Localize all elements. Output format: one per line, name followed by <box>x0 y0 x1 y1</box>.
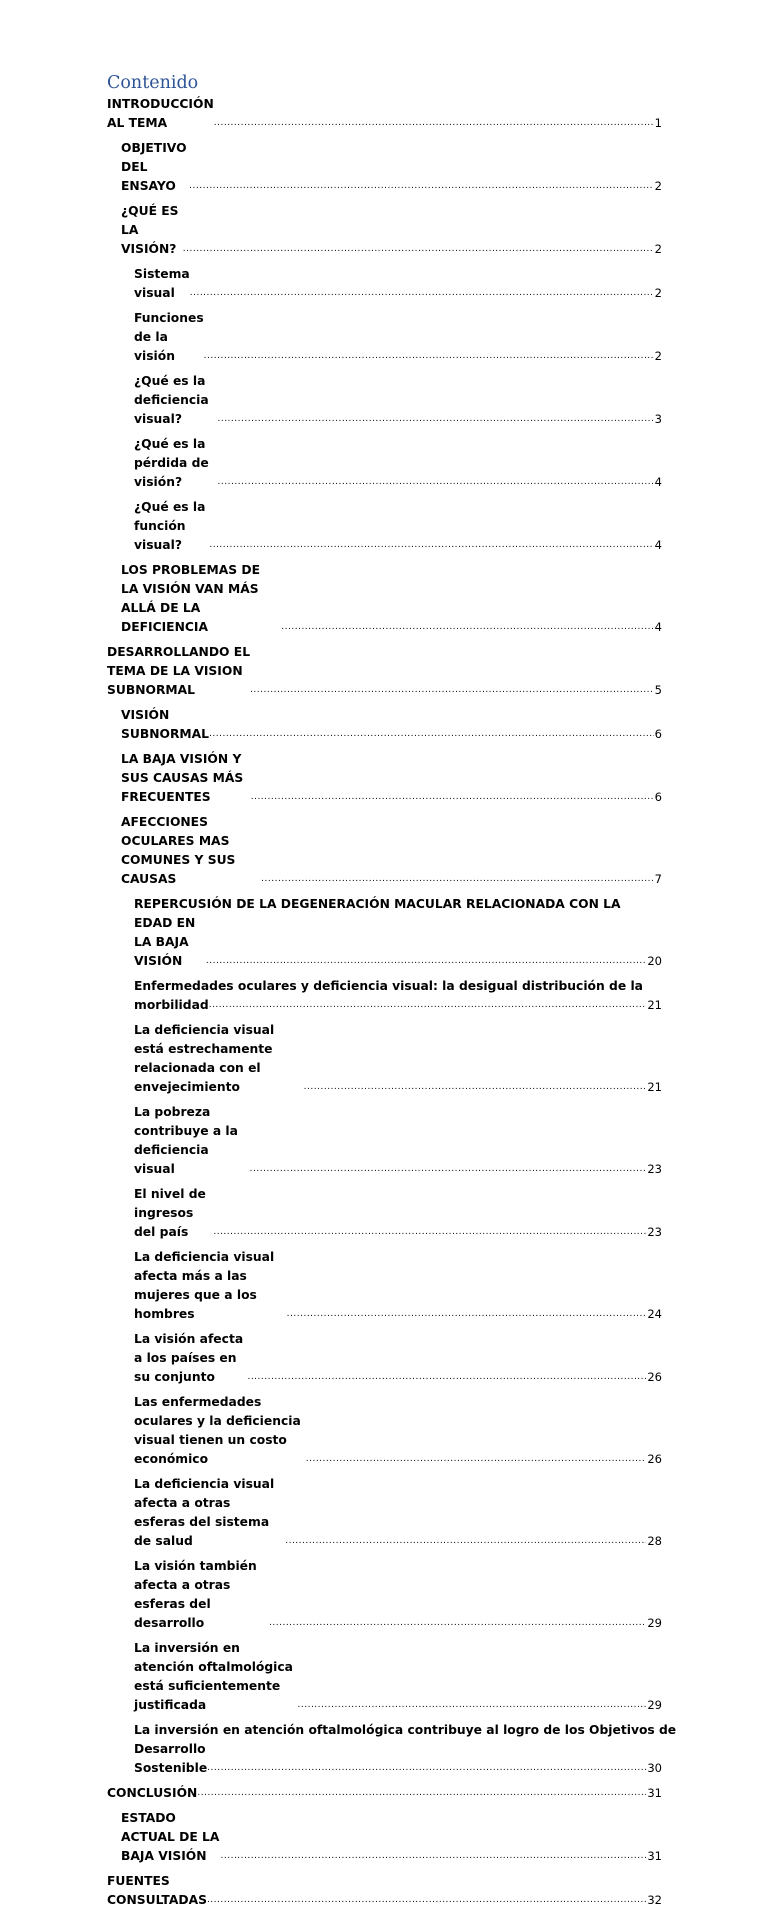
toc-entry[interactable] <box>107 1721 677 1778</box>
toc-entry-title: La inversión en atención oftalmológica está suficientemente justificada <box>134 1641 293 1712</box>
dot-leader <box>281 618 653 637</box>
dot-leader <box>209 996 647 1015</box>
toc-entry-page: 29 <box>647 1698 662 1712</box>
toc-entry-page: 20 <box>647 954 662 968</box>
toc-entry[interactable] <box>107 813 662 889</box>
dot-leader <box>287 1305 647 1324</box>
toc-entry-title: VISIÓN SUBNORMAL <box>121 708 210 741</box>
toc-entry[interactable] <box>107 1639 662 1715</box>
dot-leader <box>190 284 654 303</box>
toc-entry-page: 31 <box>647 1849 662 1863</box>
toc-entry[interactable] <box>107 1103 662 1179</box>
toc-entry-page: 23 <box>647 1225 662 1239</box>
toc-entry[interactable] <box>107 265 662 303</box>
toc-entry-title: OBJETIVO DEL ENSAYO <box>121 141 187 193</box>
toc-entry-page: 4 <box>654 538 662 552</box>
toc-entry-page: 30 <box>647 1761 662 1775</box>
toc-entry-title: La visión también afecta a otras esferas del desarrollo <box>134 1559 257 1630</box>
dot-leader <box>207 1759 646 1778</box>
toc-entry[interactable] <box>107 977 662 1015</box>
dot-leader <box>269 1614 646 1633</box>
dot-leader <box>306 1450 647 1469</box>
toc-entry-page: 2 <box>654 349 662 363</box>
dot-leader <box>213 1223 646 1242</box>
toc-entry[interactable] <box>107 1809 662 1866</box>
dot-leader <box>304 1078 647 1097</box>
toc-entry[interactable] <box>107 1248 662 1324</box>
toc-entry-page: 26 <box>647 1452 662 1466</box>
toc-entry[interactable] <box>107 750 662 807</box>
dot-leader <box>250 1160 647 1179</box>
toc-entry-title: INTRODUCCIÓN AL TEMA <box>107 97 214 130</box>
toc-entry-title: CONCLUSIÓN <box>107 1786 198 1800</box>
toc-entry[interactable] <box>107 95 662 133</box>
toc-entry-page: 29 <box>647 1616 662 1630</box>
toc-entry[interactable] <box>107 139 662 196</box>
toc-entry[interactable] <box>107 498 662 555</box>
dot-leader <box>221 1847 647 1866</box>
toc-entry-page: 32 <box>647 1893 662 1907</box>
toc-entry-title: ¿QUÉ ES LA VISIÓN? <box>121 204 179 256</box>
toc-entry-title: La deficiencia visual afecta más a las mujeres que a los hombres <box>134 1250 275 1321</box>
dot-leader <box>285 1532 646 1551</box>
toc-entry-title-line2: Desarrollo Sostenible <box>134 1742 208 1775</box>
toc-entry-title: FUENTES CONSULTADAS <box>107 1874 207 1907</box>
toc-entry-page: 2 <box>654 242 662 256</box>
toc-entry[interactable] <box>107 1021 662 1097</box>
toc-entry-title: La deficiencia visual está estrechamente relacionada con el envejecimiento <box>134 1023 275 1094</box>
dot-leader <box>207 1891 646 1910</box>
toc-entry-title: El nivel de ingresos del país <box>134 1187 206 1239</box>
toc-entry[interactable] <box>107 643 662 700</box>
dot-leader <box>218 473 654 492</box>
toc-entry-title-line1: La inversión en atención oftalmológica contribuye al logro de los Objetivos de <box>134 1723 677 1737</box>
toc-entry-title: La deficiencia visual afecta a otras esferas del sistema de salud <box>134 1477 275 1548</box>
table-of-contents <box>107 95 677 1910</box>
toc-entry[interactable] <box>107 706 662 744</box>
toc-entry-page: 21 <box>647 998 662 1012</box>
toc-entry-title: ¿Qué es la función visual? <box>134 500 206 552</box>
toc-entry[interactable] <box>107 895 662 971</box>
toc-entry-page: 4 <box>654 475 662 489</box>
toc-entry-page: 3 <box>654 412 662 426</box>
toc-entry[interactable] <box>107 1475 662 1551</box>
toc-entry-page: 1 <box>654 116 662 130</box>
toc-entry-page: 26 <box>647 1370 662 1384</box>
dot-leader <box>217 410 653 429</box>
toc-entry-page: 2 <box>654 286 662 300</box>
toc-entry-title-line1: Enfermedades oculares y deficiencia visual: la desigual distribución de la <box>134 979 643 993</box>
toc-entry[interactable] <box>107 1393 662 1469</box>
dot-leader <box>251 788 654 807</box>
toc-entry-title: LOS PROBLEMAS DE LA VISIÓN VAN MÁS ALLÁ DE LA DEFICIENCIA <box>121 563 261 634</box>
toc-entry[interactable] <box>107 309 662 366</box>
dot-leader <box>206 952 646 971</box>
toc-entry-title-line1: REPERCUSIÓN DE LA DEGENERACIÓN MACULAR RELACIONADA CON LA <box>134 897 621 911</box>
dot-leader <box>247 1368 646 1387</box>
toc-entry-page: 23 <box>647 1162 662 1176</box>
toc-entry-page: 2 <box>654 179 662 193</box>
dot-leader <box>197 1784 646 1803</box>
toc-entry-title: La visión afecta a los países en su conjunto <box>134 1332 244 1384</box>
dot-leader <box>298 1696 647 1715</box>
toc-entry-title: Sistema visual <box>134 267 190 300</box>
dot-leader <box>209 536 653 555</box>
toc-entry-last-line <box>134 914 662 971</box>
toc-heading: Contenido <box>107 73 199 93</box>
toc-entry[interactable] <box>107 202 662 259</box>
toc-entry[interactable] <box>107 1872 662 1910</box>
dot-leader <box>183 240 654 259</box>
toc-entry-page: 28 <box>647 1534 662 1548</box>
toc-entry-title: ¿Qué es la deficiencia visual? <box>134 374 209 426</box>
toc-entry-page: 5 <box>654 683 662 697</box>
toc-entry-title: Funciones de la visión <box>134 311 204 363</box>
dot-leader <box>261 870 654 889</box>
toc-entry-title-line2: EDAD EN LA BAJA VISIÓN <box>134 916 196 968</box>
toc-entry[interactable] <box>107 1557 662 1633</box>
toc-entry[interactable] <box>107 1784 662 1803</box>
toc-entry-page: 4 <box>654 620 662 634</box>
toc-entry-title-line2: morbilidad <box>134 998 209 1012</box>
toc-entry-title: La pobreza contribuye a la deficiencia visual <box>134 1105 238 1176</box>
toc-entry-title: ¿Qué es la pérdida de visión? <box>134 437 209 489</box>
toc-entry[interactable] <box>107 1185 662 1242</box>
toc-entry-page: 21 <box>647 1080 662 1094</box>
dot-leader <box>250 681 654 700</box>
toc-entry-title: Las enfermedades oculares y la deficiencia visual tienen un costo económico <box>134 1395 301 1466</box>
toc-entry-page: 6 <box>654 727 662 741</box>
toc-entry-title: ESTADO ACTUAL DE LA BAJA VISIÓN <box>121 1811 220 1863</box>
toc-entry-last-line <box>134 996 662 1015</box>
toc-entry-last-line <box>134 1740 662 1778</box>
toc-entry[interactable] <box>107 435 662 492</box>
dot-leader <box>189 177 654 196</box>
dot-leader <box>204 347 654 366</box>
toc-entry-title: LA BAJA VISIÓN Y SUS CAUSAS MÁS FRECUENTES <box>121 752 244 804</box>
dot-leader <box>209 725 654 744</box>
toc-entry-page: 6 <box>654 790 662 804</box>
toc-entry-title: AFECCIONES OCULARES MAS COMUNES Y SUS CAUSAS <box>121 815 236 886</box>
toc-entry[interactable] <box>107 372 662 429</box>
toc-entry-page: 24 <box>647 1307 662 1321</box>
toc-entry[interactable] <box>107 561 662 637</box>
toc-entry[interactable] <box>107 1330 662 1387</box>
toc-entry-title: DESARROLLANDO EL TEMA DE LA VISION SUBNORMAL <box>107 645 251 697</box>
toc-entry-page: 31 <box>647 1786 662 1800</box>
toc-entry-page: 7 <box>654 872 662 886</box>
dot-leader <box>214 114 654 133</box>
